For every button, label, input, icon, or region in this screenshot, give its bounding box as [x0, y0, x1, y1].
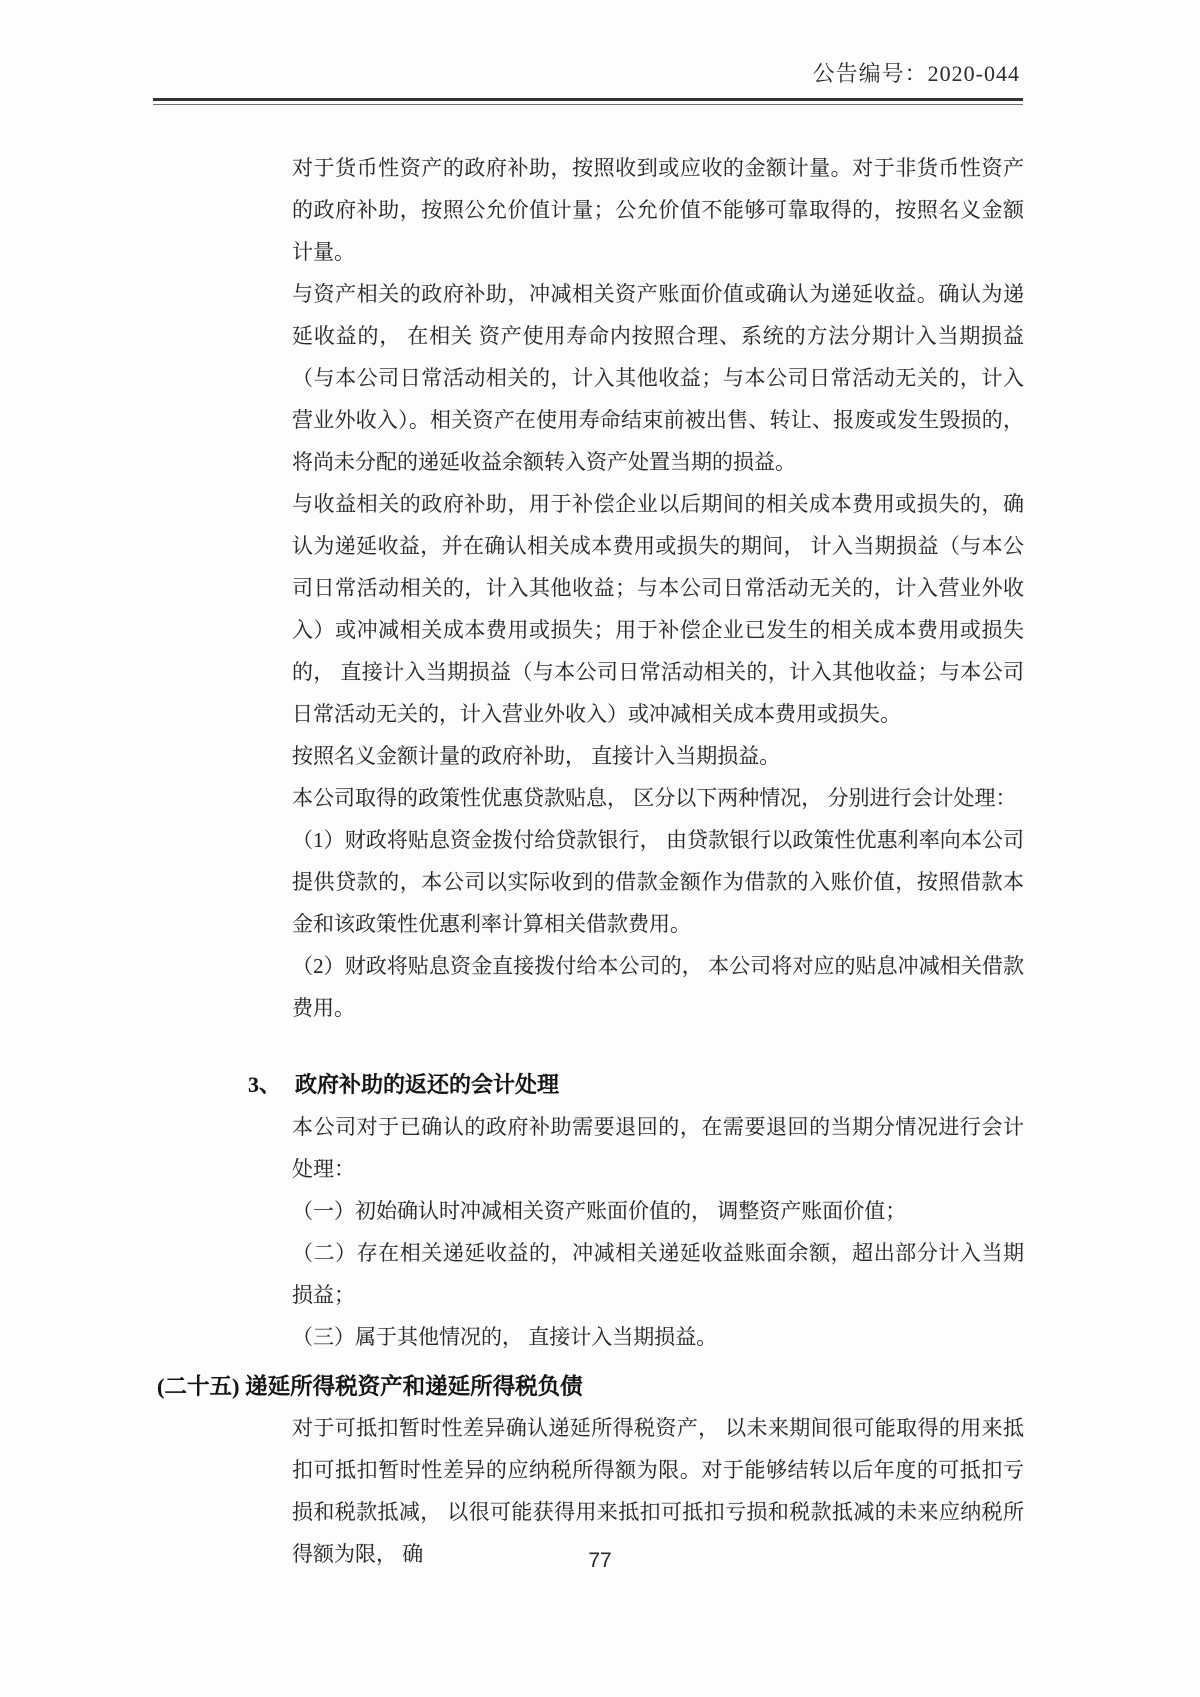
subsidy-measurement-text-block [292, 147, 1024, 1029]
page-number: 77 [588, 1549, 612, 1572]
paragraph: 本公司对于已确认的政府补助需要退回的，在需要退回的当期分情况进行会计处理： [292, 1115, 1024, 1181]
paragraph: （1）财政将贴息资金拨付给贷款银行， 由贷款银行以政策性优惠利率向本公司提供贷款的，本公司以实际收到的借款金额作为借款的入账价值，按照借款本金和该政策性优惠利率计算相关借款费用。 [292, 828, 1024, 936]
section-title: 政府补助的返还的会计处理 [295, 1072, 560, 1097]
section-number: 3、 [248, 1072, 282, 1097]
paragraph: 与收益相关的政府补助，用于补偿企业以后期间的相关成本费用或损失的，确认为递延收益，并在确认相关成本费用或损失的期间， 计入当期损益（与本公司日常活动相关的，计入其他收益；与本公司日常活动无关的，计入营业外收入）或冲减相关成本费用或损失；用于补偿企业已发生的相关成本费用或损失的， 直接计入当期损益（与本公司日常活动相关的，计入其他收益；与本公司日常活动无关的，计入营业外收入）或冲减相关成本费用或损失。 [292, 492, 1024, 726]
section-heading-deferred-tax: (二十五) 递延所得税资产和递延所得税负债 [157, 1374, 583, 1399]
paragraph: 对于货币性资产的政府补助，按照收到或应收的金额计量。对于非货币性资产的政府补助，按照公允价值计量；公允价值不能够可靠取得的，按照名义金额计量。 [292, 156, 1024, 264]
section-heading-subsidy-return [248, 1064, 559, 1106]
paragraph: （一）初始确认时冲减相关资产账面价值的， 调整资产账面价值； [292, 1199, 907, 1223]
paragraph: （二）存在相关递延收益的，冲减相关递延收益账面余额，超出部分计入当期损益； [292, 1241, 1024, 1307]
subsidy-return-text-block [292, 1106, 1024, 1358]
paragraph: （2）财政将贴息资金直接拨付给本公司的， 本公司将对应的贴息冲减相关借款费用。 [292, 954, 1024, 1020]
paragraph: 对于可抵扣暂时性差异确认递延所得税资产， 以未来期间很可能取得的用来抵扣可抵扣暂时性差异的应纳税所得额为限。对于能够结转以后年度的可抵扣亏损和税款抵减， 以很可能获得用来抵扣可抵扣亏损和税款抵减的未来应纳税所得额为限， 确 [292, 1416, 1024, 1566]
paragraph: 与资产相关的政府补助，冲减相关资产账面价值或确认为递延收益。确认为递延收益的， 在相关 资产使用寿命内按照合理、系统的方法分期计入当期损益（与本公司日常活动相关的，计入其他收益；与本公司日常活动无关的，计入营业外收入）。相关资产在使用寿命结束前被出售、转让、报废或发生毁损的，将尚未分配的递延收益余额转入资产处置当期的损益。 [292, 282, 1024, 474]
paragraph: （三）属于其他情况的， 直接计入当期损益。 [292, 1325, 718, 1349]
header-divider [153, 98, 1023, 105]
paragraph: 本公司取得的政策性优惠贷款贴息， 区分以下两种情况， 分别进行会计处理： [292, 786, 1017, 810]
announcement-number: 公告编号：2020-044 [812, 61, 1020, 86]
paragraph: 按照名义金额计量的政府补助， 直接计入当期损益。 [292, 744, 781, 768]
